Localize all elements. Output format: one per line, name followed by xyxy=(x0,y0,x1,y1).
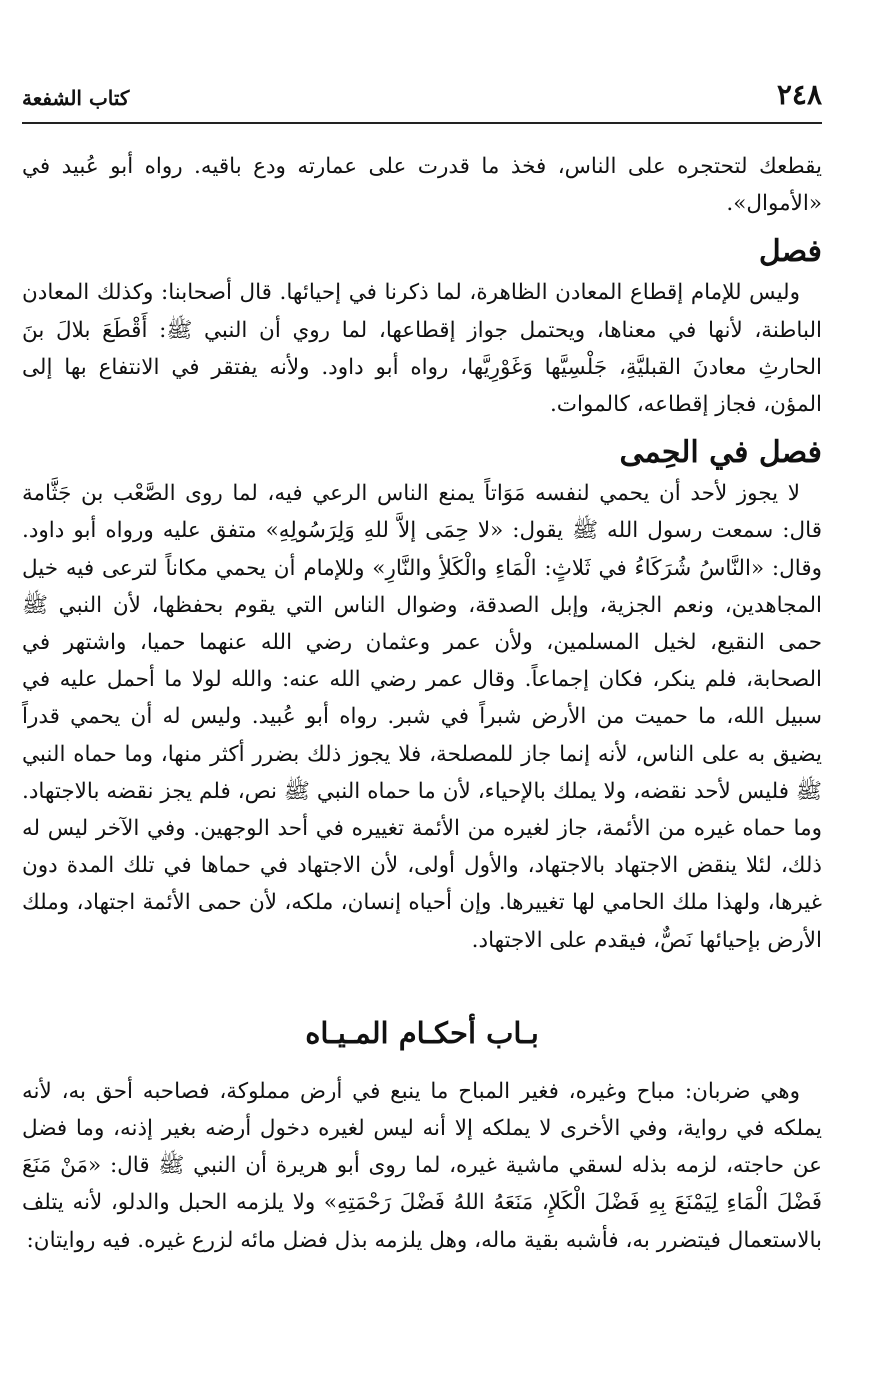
paragraph: وهي ضربان: مباح وغيره، فغير المباح ما ينبع في أرض مملوكة، فصاحبه أحق به، لأنه يملكه في رواية، وفي الأخرى لا يملكه إلا أنه ليس لغيره دخول أرضه بغير إذنه، وما فضل عن حاجته، لزمه بذله لسقي ماشية غيره، لما روى أبو هريرة أن النبي ﷺ قال: «مَنْ مَنَعَ فَضْلَ الْمَاءِ لِيَمْنَعَ بِهِ فَضْلَ الْكَلإِ، مَنَعَهُ اللهُ فَضْلَ رَحْمَتِهِ» ولا يلزمه الحبل والدلو، لأنه يتلف بالاستعمال فيتضرر به، فأشبه بقية ماله، وهل يلزمه بذل فضل مائه لزرع غيره. فيه روايتان: xyxy=(22,1078,822,1253)
running-title: كتاب الشفعة xyxy=(22,86,130,110)
chapter-heading: بـاب أحكـام المـيـاه xyxy=(305,1015,539,1050)
page-body xyxy=(22,148,822,1259)
section-heading: فصل في الحِمى xyxy=(619,435,822,471)
header-rule xyxy=(22,122,822,124)
paragraph: لا يجوز لأحد أن يحمي لنفسه مَوَاتاً يمنع الناس الرعي فيه، لما روى الصَّعْب بن جَثَّامة قال: سمعت رسول الله ﷺ يقول: «لا حِمَى إلاَّ للهِ وَلِرَسُولِهِ» متفق عليه ورواه أبو داود. وقال: «النَّاسُ شُرَكَاءُ في ثَلاثٍ: الْمَاءِ والْكَلأِ والنَّارِ» وللإمام أن يحمي مكاناً لترعى فيه خيل المجاهدين، ونعم الجزية، وإبل الصدقة، وضوال الناس التي يقوم بحفظها، لأن النبي ﷺ حمى النقيع، لخيل المسلمين، ولأن عمر وعثمان رضي الله عنهما حميا، واشتهر في الصحابة، فلم ينكر، فكان إجماعاً. وقال عمر رضي الله عنه: والله لولا ما أحمل عليه في سبيل الله، ما حميت من الأرض شبراً في شبر. رواه أبو عُبيد. وليس له أن يحمي قدراً يضيق به على الناس، لأنه إنما جاز للمصلحة، فلا يجوز ذلك بضرر أكثر منها، وما حماه النبي ﷺ فليس لأحد نقضه، ولا يملك بالإحياء، لأن ما حماه النبي ﷺ نص، فلم يجز نقضه بالاجتهاد. وما حماه غيره من الأئمة، جاز لغيره من الأئمة تغييره في أحد الوجهين. وفي الآخر ليس له ذلك، لئلا ينقض الاجتهاد بالاجتهاد، والأول أولى، لأن الاجتهاد في حماها في تلك المدة دون غيرها، ولهذا ملك الحامي لها تغييرها. وإن أحياه إنسان، ملكه، لأن حمى الأئمة اجتهاد، وملك الأرض بإحيائها نَصٌّ، فيقدم على الاجتهاد. xyxy=(22,481,822,953)
book-page xyxy=(22,72,822,1253)
page-number: ٢٤٨ xyxy=(776,78,822,111)
paragraph: يقطعك لتحتجره على الناس، فخذ ما قدرت على عمارته ودع باقيه. رواه أبو عُبيد في «الأموال». xyxy=(22,154,822,217)
section-heading: فصل xyxy=(758,234,822,270)
page-header xyxy=(22,72,822,112)
paragraph: وليس للإمام إقطاع المعادن الظاهرة، لما ذكرنا في إحيائها. قال أصحابنا: وكذلك المعادن الباطنة، لأنها في معناها، ويحتمل جواز إقطاعها، لما روي أن النبي ﷺ: أَقْطَعَ بلالَ بنَ الحارثِ معادنَ القبليَّةِ، جَلْسِيَّها وَغَوْرِيَّها، رواه أبو داود. ولأنه يفتقر في الانتفاع بها إلى المؤن، فجاز إقطاعه، كالموات. xyxy=(22,280,822,418)
